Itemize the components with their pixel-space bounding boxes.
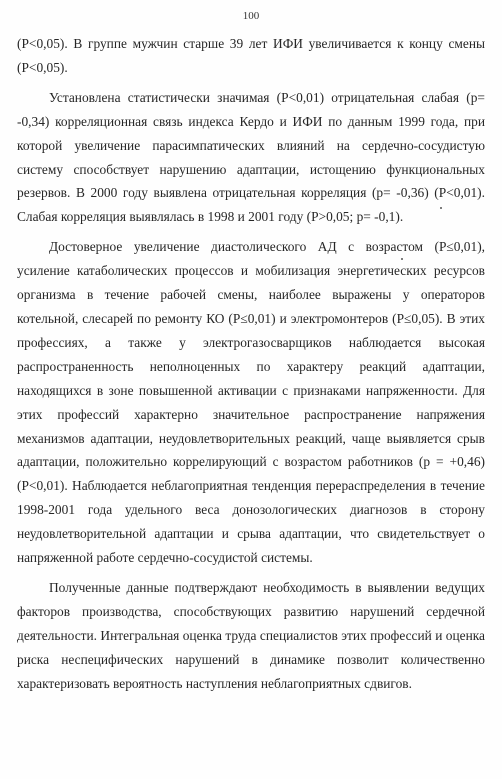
scan-speck xyxy=(401,258,403,260)
paragraph-kerdo-correlation: Установлена статистически значимая (P<0,01) отрицательная слабая (p= -0,34) корреляционная связь индекса Кердо и ИФИ по данным 1999 года, при которой увеличение парасимпатических влияний на сердечно-сосудистую систему способствует нарушению адаптации, истощению функциональных резервов. В 2000 году выявлена отрицательная корреляция (p= -0,36) (P<0,01). Слабая корреляция выявлялась в 1998 и 2001 году (P>0,05; p= -0,1). xyxy=(17,89,485,225)
paragraph-conclusion: Полученные данные подтверждают необходимость в выявлении ведущих факторов производства, способствующих развитию нарушений сердечной деятельности. Интегральная оценка труда специалистов этих профессий и оценка риска неспецифических нарушений в динамике позволит количественно характеризовать вероятность наступления неблагоприятных сдвигов. xyxy=(17,579,485,691)
paragraph-diastolic-pressure: Достоверное увеличение диастолического АД с возрастом (P≤0,01), усиление катаболических процессов и мобилизация энергетических ресурсов организма в течение рабочей смены, наиболее выражены у операторов котельной, слесарей по ремонту КО (P≤0,01) и электромонтеров (P≤0,05). В этих профессиях, а также у электрогазосварщиков наблюдается высокая распространенность неполноценных по характеру реакций адаптации, находящихся в зоне повышенной активации с признаками напряженности. Для этих профессий характерно значительное распространение напряжения механизмов адаптации, неудовлетворительных реакций, чаще выявляется срыв адаптации, положительно коррелирующий с возрастом работников (p = +0,46) (P<0,01). Наблюдается неблагоприятная тенденция перераспределения в течение 1998-2001 года удельного веса донозологических диагнозов в сторону неудовлетворительной адаптации и срыва адаптации, что свидетельствует о напряженной работе сердечно-сосудистой системы. xyxy=(17,239,485,566)
document-body xyxy=(17,32,485,701)
paragraph-continuation: (P<0,05). В группе мужчин старше 39 лет ИФИ увеличивается к концу смены (P<0,05). xyxy=(17,36,485,75)
page-number: 100 xyxy=(242,10,260,22)
scan-speck xyxy=(440,207,442,209)
